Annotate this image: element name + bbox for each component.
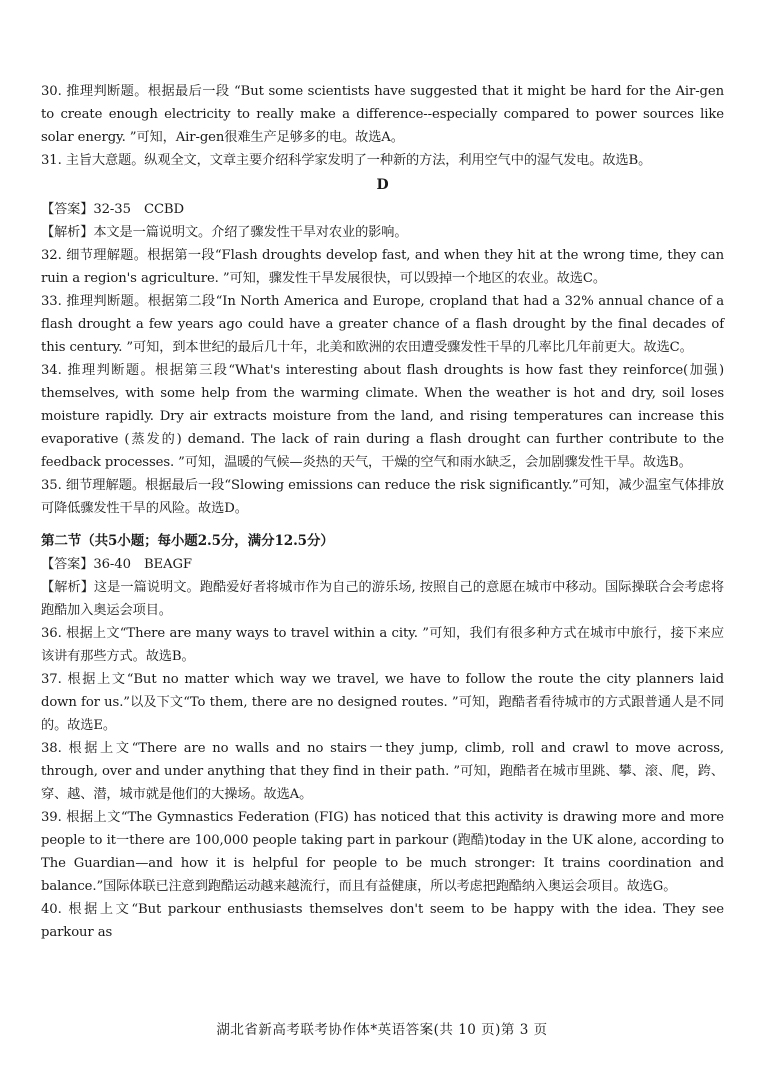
answer-39: 39. 根据上文“The Gymnastics Federation (FIG) has noticed that this activity is drawing more and more people to it一there are 100,000 people taking part in parkour (跑酷)today in the UK alone, according to The Guardian—and how it is helpful for people to be much stronger: It trains coordination and balance.”国际体联已注意到跑酷运动越来越流行，而且有益健康，所以考虑把跑酷纳入奥运会项目。故选G。 xyxy=(41,810,724,894)
page-footer: 湖北省新高考联考协作体*英语答案(共 10 页)第 3 页 xyxy=(216,1022,548,1038)
answer-35: 35. 细节理解题。根据最后一段“Slowing emissions can reduce the risk significantly.”可知，减少温室气体排放可降低骤发性干旱的风险。故选D。 xyxy=(41,478,724,516)
answer-40: 40. 根据上文“But parkour enthusiasts themselves don't seem to be happy with the idea. They see parkour as xyxy=(41,902,724,940)
section-d-heading: D xyxy=(376,177,389,193)
answer-31: 31. 主旨大意题。纵观全文，文章主要介绍科学家发明了一种新的方法，利用空气中的湿气发电。故选B。 xyxy=(41,153,652,168)
answer-36: 36. 根据上文“There are many ways to travel within a city. ”可知，我们有很多种方式在城市中旅行，接下来应该讲有那些方式。故选B。 xyxy=(41,626,724,664)
section-d-answer-key: 【答案】32-35 CCBD xyxy=(41,202,184,217)
section-2-answer-key: 【答案】36-40 BEAGF xyxy=(41,557,192,572)
section-2-analysis: 【解析】这是一篇说明文。跑酷爱好者将城市作为自己的游乐场, 按照自己的意愿在城市中移动。国际操联合会考虑将跑酷加入奥运会项目。 xyxy=(41,580,724,618)
section-2-heading: 第二节（共5小题；每小题2.5分，满分12.5分） xyxy=(41,533,334,549)
answer-37: 37. 根据上文“But no matter which way we travel, we have to follow the route the city planners laid down for us.”以及下文“To them, there are no designed routes. ”可知，跑酷者看待城市的方式跟普通人是不同的。故选E。 xyxy=(41,672,724,733)
section-d-analysis: 【解析】本文是一篇说明文。介绍了骤发性干旱对农业的影响。 xyxy=(41,225,408,240)
answer-32: 32. 细节理解题。根据第一段“Flash droughts develop fast, and when they hit at the wrong time, they can ruin a region's agriculture. ”可知，骤发性干旱发展很快，可以毁掉一个地区的农业。故选C。 xyxy=(41,248,724,286)
answer-38: 38. 根据上文“There are no walls and no stairs一they jump, climb, roll and crawl to move across, through, over and under anything that they find in their path. ”可知，跑酷者在城市里跳、攀、滚、爬，跨、穿、越、潜，城市就是他们的大操场。故选A。 xyxy=(41,741,724,802)
answer-34: 34. 推理判断题。根据第三段“What's interesting about flash droughts is how fast they reinforce(加强) themselves, with some help from the warming climate. When the weather is hot and dry, soil loses moisture rapidly. Dry air extracts moisture from the land, and rising temperatures can increase this evaporative (蒸发的) demand. The lack of rain during a flash drought can further contribute to the feedback processes. ”可知，温暖的气候—炎热的天气，干燥的空气和雨水缺乏，会加剧骤发性干旱。故选B。 xyxy=(41,363,724,470)
answer-30: 30. 推理判断题。根据最后一段 “But some scientists have suggested that it might be hard for the Air-gen to create enough electricity to really make a difference--especially compared to power sources like solar energy. ”可知，Air-gen很难生产足够多的电。故选A。 xyxy=(41,84,724,145)
page-body xyxy=(41,80,724,944)
answer-33: 33. 推理判断题。根据第二段“In North America and Europe, cropland that had a 32% annual chance of a flash drought a few years ago could have a greater chance of a flash drought by the final decades of this century. ”可知，到本世纪的最后几十年，北美和欧洲的农田遭受骤发性干旱的几率比几年前更大。故选C。 xyxy=(41,294,724,355)
